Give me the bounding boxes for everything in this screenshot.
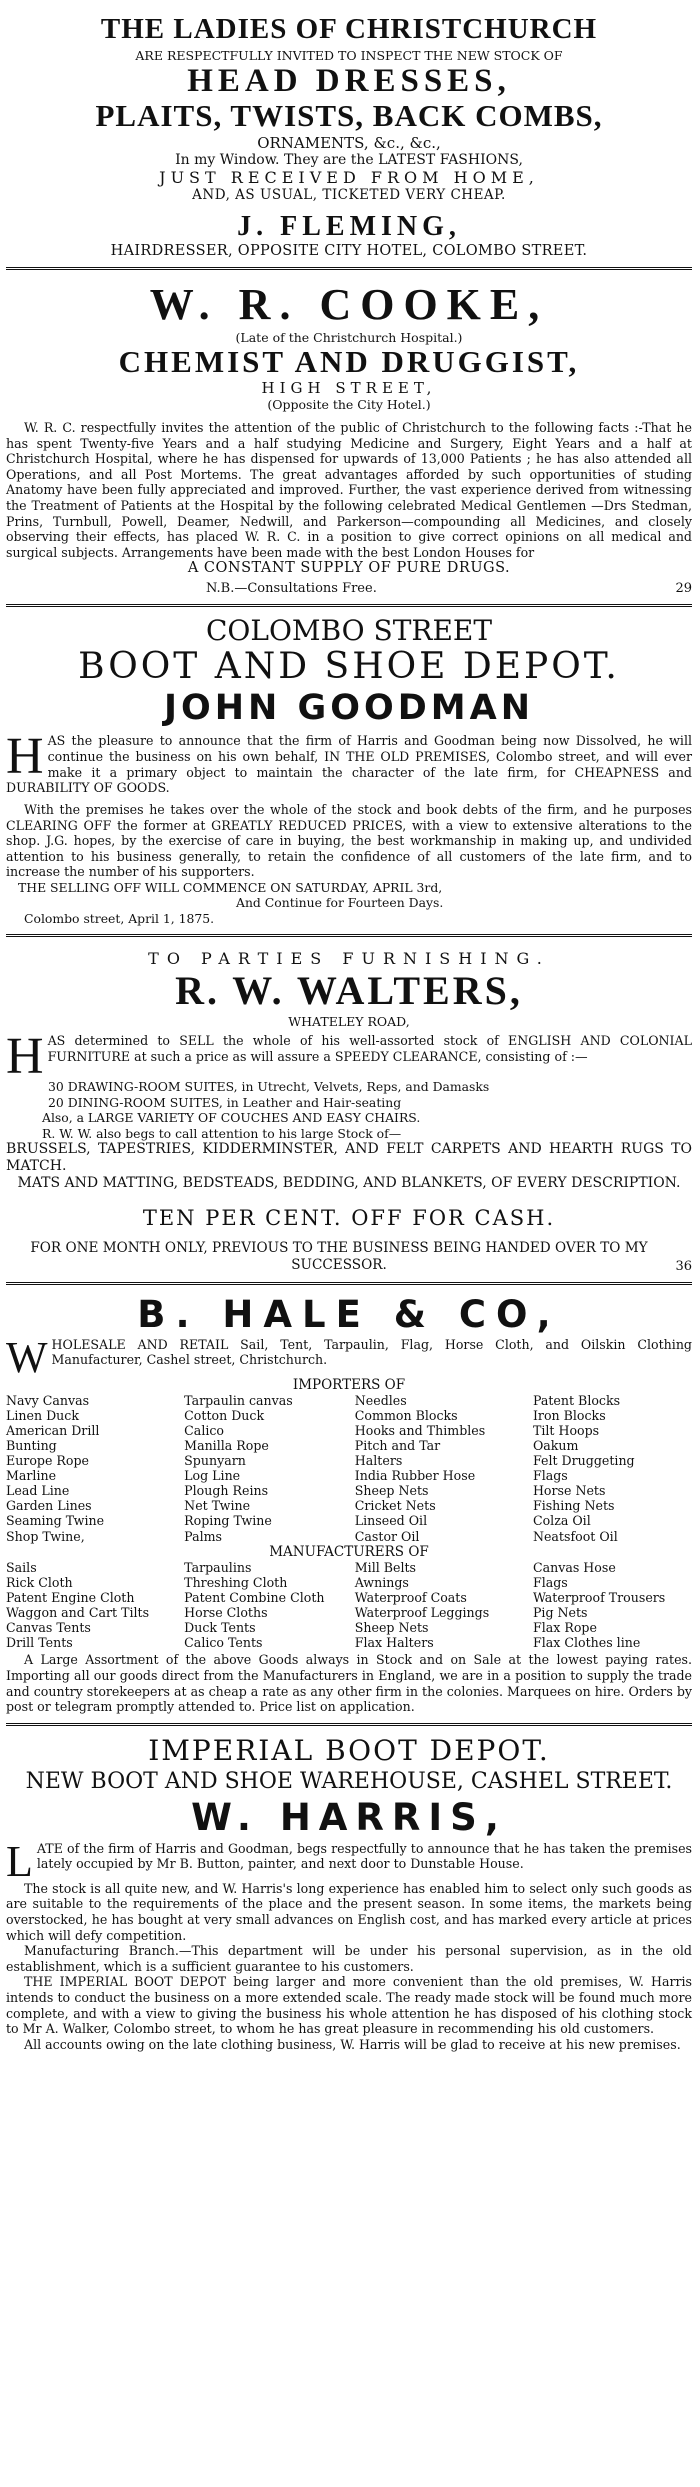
ad-body: HOLESALE AND RETAIL Sail, Tent, Tarpaulin, Flag, Horse Cloth, and Oilskin Clothing Manufacturer, Cashel street, Christchurch. xyxy=(51,1336,692,1368)
list-item: Seaming Twine xyxy=(6,1513,105,1529)
list-item: Plough Reins xyxy=(184,1483,269,1499)
list-item: Felt Druggeting xyxy=(532,1452,635,1468)
ad-note: N.B.—Consultations Free. xyxy=(206,581,377,597)
list-item: Castor Oil xyxy=(354,1528,420,1544)
list-item: American Drill xyxy=(6,1422,100,1438)
ad-number: 36 xyxy=(675,1258,692,1274)
list-item: Sheep Nets xyxy=(354,1620,429,1636)
ad-body: The stock is all quite new, and W. Harris's long experience has enabled him to select only such goods as are suitable to the requirements of the place and the present season. In some items, the markets being overstocked, he has bought at very small advances on English cost, and has marked every article at prices which will defy competition. xyxy=(6,1880,692,1943)
ad-line: JUST RECEIVED FROM HOME, xyxy=(159,168,539,187)
ad-line: ORNAMENTS, &c., &c., xyxy=(257,134,441,152)
ad-body: AS the pleasure to announce that the firm of Harris and Goodman being now Dissolved, he will continue the business on his own behalf, IN THE OLD PREMISES, Colombo street, and will ever make it a primary object to maintain the character of the late firm, for CHEAPNESS and DURABILITY OF GOODS. xyxy=(6,733,692,796)
list-item: Log Line xyxy=(184,1468,241,1484)
ad-item: 30 DRAWING-ROOM SUITES, in Utrecht, Velvets, Reps, and Damasks xyxy=(48,1079,490,1095)
ad-cooke xyxy=(6,270,692,607)
list-item: Roping Twine xyxy=(184,1513,272,1529)
ad-line: WHATELEY ROAD, xyxy=(288,1014,410,1030)
ad-line: A CONSTANT SUPPLY OF PURE DRUGS. xyxy=(187,560,511,577)
ad-line: (Late of the Christchurch Hospital.) xyxy=(235,330,463,345)
importers-col-1 xyxy=(6,1393,180,1544)
ad-headline: HEAD DRESSES, xyxy=(187,63,511,99)
manufacturers-col-4 xyxy=(533,1560,692,1651)
manufacturers-col-1 xyxy=(6,1560,180,1651)
ad-title: TO PARTIES FURNISHING. xyxy=(148,949,550,969)
list-item: Neatsfoot Oil xyxy=(532,1528,618,1544)
list-item: Bunting xyxy=(6,1437,57,1453)
drop-cap: H xyxy=(6,728,44,786)
ad-body: AS determined to SELL the whole of his well-assorted stock of ENGLISH AND COLONIAL FURNITURE at such a price as will assure a SPEEDY CLEARANCE, consisting of :— xyxy=(47,1033,692,1065)
manufacturers-col-3 xyxy=(355,1560,529,1651)
ad-body: ATE of the firm of Harris and Goodman, begs respectfully to announce that he has taken the premises lately occupied by Mr B. Button, painter, and next door to Dunstable House. xyxy=(36,1840,692,1872)
list-item: Horse Nets xyxy=(532,1483,606,1499)
ad-item: Also, a LARGE VARIETY OF COUCHES AND EASY CHAIRS. xyxy=(42,1110,421,1126)
list-item: Europe Rope xyxy=(6,1452,90,1468)
list-item: Pitch and Tar xyxy=(354,1437,441,1453)
list-item: Cricket Nets xyxy=(354,1498,436,1514)
list-item: Sails xyxy=(6,1559,37,1575)
list-item: Spunyarn xyxy=(184,1452,246,1468)
list-item: Waterproof Trousers xyxy=(532,1589,666,1605)
advertiser-name: J. FLEMING, xyxy=(237,211,461,242)
ad-hale xyxy=(6,1285,692,1726)
ad-headline: BOOT AND SHOE DEPOT. xyxy=(78,646,620,688)
ad-line: And Continue for Fourteen Days. xyxy=(236,895,444,911)
ad-line: AND, AS USUAL, TICKETED VERY CHEAP. xyxy=(192,187,506,203)
list-item: Palms xyxy=(184,1528,223,1544)
ad-headline: CHEMIST AND DRUGGIST, xyxy=(118,344,580,379)
drop-cap: W xyxy=(6,1332,48,1382)
list-item: Flax Rope xyxy=(532,1620,597,1636)
list-item: Patent Engine Cloth xyxy=(6,1589,135,1605)
list-item: Horse Cloths xyxy=(184,1604,268,1620)
ad-line: THE SELLING OFF WILL COMMENCE ON SATURDAY, APRIL 3rd, xyxy=(18,879,443,895)
list-item: Rick Cloth xyxy=(6,1574,73,1590)
list-item: Flax Halters xyxy=(354,1635,434,1651)
ad-line: HIGH STREET, xyxy=(261,379,437,397)
section-heading: IMPORTERS OF xyxy=(292,1376,406,1393)
list-item: Shop Twine, xyxy=(6,1528,85,1544)
ad-body: A Large Assortment of the above Goods always in Stock and on Sale at the lowest paying rates. Importing all our goods direct from the Manufacturers in England, we are in a position to supply the trade and country storekeepers at as cheap a rate as any other firm in the colonies. Marquees on hire. Orders by post or telegram promptly attended to. Price list on application. xyxy=(6,1652,692,1715)
list-item: Navy Canvas xyxy=(6,1392,90,1408)
list-item: Marline xyxy=(6,1468,57,1484)
drop-cap: L xyxy=(6,1836,33,1886)
advertiser-name: R. W. WALTERS, xyxy=(175,968,523,1014)
ad-headline: TEN PER CENT. OFF FOR CASH. xyxy=(142,1205,556,1230)
section-heading: MANUFACTURERS OF xyxy=(269,1543,429,1560)
ad-walters xyxy=(6,937,692,1284)
list-item: Duck Tents xyxy=(184,1620,256,1636)
list-item: Linen Duck xyxy=(6,1407,79,1423)
manufacturers-list xyxy=(6,1560,692,1651)
list-item: Canvas Tents xyxy=(6,1620,91,1636)
list-item: Patent Blocks xyxy=(532,1392,621,1408)
ad-headline: NEW BOOT AND SHOE WAREHOUSE, CASHEL STREET. xyxy=(25,1768,673,1794)
importers-col-2 xyxy=(184,1393,351,1544)
advertiser-name: B. HALE & CO, xyxy=(137,1292,561,1336)
list-item: Colza Oil xyxy=(532,1513,591,1529)
list-item: Calico Tents xyxy=(184,1635,263,1651)
advertiser-address: HAIRDRESSER, OPPOSITE CITY HOTEL, COLOMBO STREET. xyxy=(110,243,588,259)
ad-item: 20 DINING-ROOM SUITES, in Leather and Hair-seating xyxy=(48,1094,402,1110)
advertiser-name: W. R. COOKE, xyxy=(149,280,549,329)
importers-list xyxy=(6,1393,692,1544)
ad-number: 29 xyxy=(675,581,692,597)
ad-body: W. R. C. respectfully invites the attention of the public of Christchurch to the following facts :-That he has spent Twenty-five Years and a half studying Medicine and Surgery, Eight Years and a half at Christchurch Hospital, where he has dispensed for upwards of 13,000 Patients ; he has also attended all Operations, and all Post Mortems. The great advantages afforded by such opportunities of studing Anatomy have been fully appreciated and improved. Further, the vast experience derived from witnessing the Treatment of Patients at the Hospital by the following celebrated Medical Gentlemen —Drs Stedman, Prins, Turnbull, Powell, Deamer, Nedwill, and Parkerson—compounding all Medicines, and closely observing their effects, has placed W. R. C. in a position to give correct opinions on all medical and surgical subjects. Arrangements have been made with the best London Houses for xyxy=(6,420,692,560)
list-item: Calico xyxy=(184,1422,225,1438)
advertiser-name: JOHN GOODMAN xyxy=(163,688,535,729)
list-item: Patent Combine Cloth xyxy=(184,1589,325,1605)
ad-line: FOR ONE MONTH ONLY, PREVIOUS TO THE BUSINESS BEING HANDED OVER TO MY SUCCESSOR. xyxy=(30,1239,648,1273)
advertiser-name: W. HARRIS, xyxy=(191,1795,507,1839)
ad-title: THE LADIES OF CHRISTCHURCH xyxy=(100,13,598,45)
list-item: Net Twine xyxy=(184,1498,251,1514)
ad-body: All accounts owing on the late clothing business, W. Harris will be glad to receive at his new premises. xyxy=(24,2036,681,2052)
list-item: Garden Lines xyxy=(6,1498,92,1514)
list-item: Drill Tents xyxy=(6,1635,73,1651)
ad-title: IMPERIAL BOOT DEPOT. xyxy=(148,1733,550,1767)
ad-fleming xyxy=(6,10,692,270)
ad-title: COLOMBO STREET xyxy=(205,614,493,648)
list-item: Sheep Nets xyxy=(354,1483,429,1499)
list-item: Common Blocks xyxy=(354,1407,458,1423)
list-item: Lead Line xyxy=(6,1483,70,1499)
list-item: Cotton Duck xyxy=(184,1407,265,1423)
list-item: Flax Clothes line xyxy=(532,1635,641,1651)
list-item: Iron Blocks xyxy=(532,1407,606,1423)
list-item: Fishing Nets xyxy=(532,1498,615,1514)
list-item: Flags xyxy=(532,1574,568,1590)
ad-item: MATS AND MATTING, BEDSTEADS, BEDDING, AND BLANKETS, OF EVERY DESCRIPTION. xyxy=(17,1175,681,1192)
list-item: Linseed Oil xyxy=(354,1513,428,1529)
list-item: Tilt Hoops xyxy=(532,1422,600,1438)
list-item: Halters xyxy=(354,1452,403,1468)
drop-cap: H xyxy=(6,1028,44,1086)
ad-date: Colombo street, April 1, 1875. xyxy=(24,910,215,926)
list-item: Needles xyxy=(354,1392,407,1408)
list-item: Manilla Rope xyxy=(184,1437,269,1453)
ad-headline: PLAITS, TWISTS, BACK COMBS, xyxy=(95,98,603,133)
ad-goodman xyxy=(6,607,692,937)
ad-body: Manufacturing Branch.—This department will be under his personal supervision, as in the old establishment, which is a sufficient guarantee to his customers. xyxy=(6,1943,692,1974)
list-item: Hooks and Thimbles xyxy=(354,1422,486,1438)
importers-col-3 xyxy=(355,1393,529,1544)
list-item: Mill Belts xyxy=(354,1559,417,1575)
list-item: Threshing Cloth xyxy=(184,1574,288,1590)
list-item: Flags xyxy=(532,1468,568,1484)
ad-item: R. W. W. also begs to call attention to his large Stock of— xyxy=(42,1125,402,1141)
list-item: Pig Nets xyxy=(532,1604,588,1620)
list-item: Canvas Hose xyxy=(532,1559,616,1575)
list-item: Awnings xyxy=(354,1574,409,1590)
importers-col-4 xyxy=(533,1393,692,1544)
ad-line: In my Window. They are the LATEST FASHIONS, xyxy=(175,152,523,168)
list-item: Tarpaulins xyxy=(184,1559,252,1575)
ad-line: (Opposite the City Hotel.) xyxy=(267,397,431,412)
ad-harris xyxy=(6,1726,692,2061)
list-item: Waterproof Leggings xyxy=(354,1604,490,1620)
list-item: Waggon and Cart Tilts xyxy=(6,1604,150,1620)
manufacturers-col-2 xyxy=(184,1560,351,1651)
ad-line: ARE RESPECTFULLY INVITED TO INSPECT THE NEW STOCK OF xyxy=(135,48,563,63)
list-item: Waterproof Coats xyxy=(354,1589,467,1605)
ad-body: THE IMPERIAL BOOT DEPOT being larger and more convenient than the old premises, W. Harris intends to conduct the business on a more extended scale. The ready made stock will be found much more complete, and with a view to giving the business his whole attention he has disposed of his clothing stock to Mr A. Walker, Colombo street, to whom he has great pleasure in recommending his old customers. xyxy=(6,1974,692,2037)
list-item: Tarpaulin canvas xyxy=(184,1392,293,1408)
ad-body: With the premises he takes over the whole of the stock and book debts of the firm, and he purposes CLEARING OFF the former at GREATLY REDUCED PRICES, with a view to extensive alterations to the shop. J.G. hopes, by the exercise of care in buying, the best workmanship in making up, and undivided attention to his business generally, to retain the confidence of all customers of the late firm, and to increase the number of his supporters. xyxy=(6,801,692,880)
list-item: Oakum xyxy=(532,1437,579,1453)
ad-item: BRUSSELS, TAPESTRIES, KIDDERMINSTER, AND FELT CARPETS AND HEARTH RUGS TO MATCH. xyxy=(6,1141,692,1175)
list-item: India Rubber Hose xyxy=(354,1468,476,1484)
